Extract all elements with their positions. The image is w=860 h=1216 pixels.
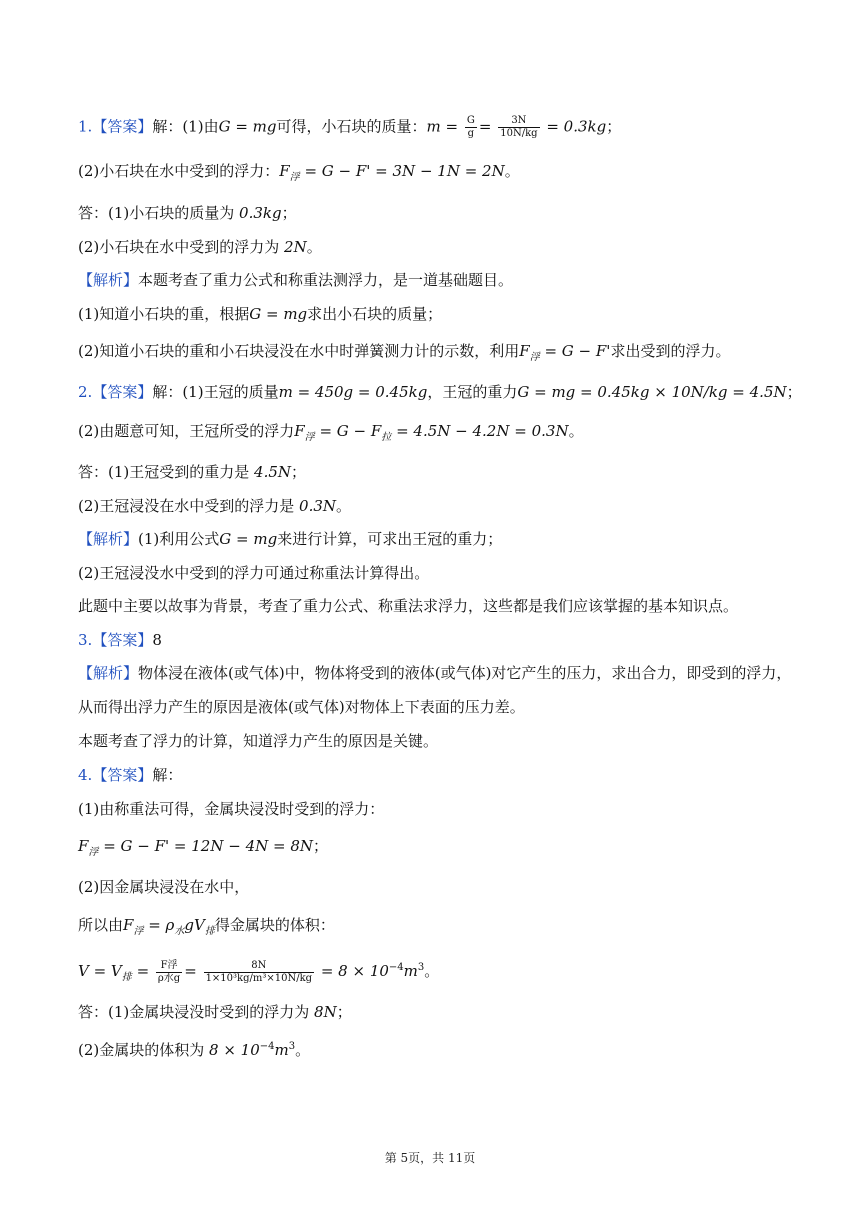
q3-analysis-2 bbox=[78, 696, 820, 718]
formula: V = V bbox=[78, 962, 122, 980]
formula: F bbox=[123, 916, 134, 934]
q1-conclusion-1 bbox=[78, 202, 820, 224]
text: ，王冠的重力 bbox=[427, 383, 518, 401]
text: (2)小石块在水中受到的浮力： bbox=[78, 162, 280, 180]
q1-answer-line-2 bbox=[78, 160, 820, 189]
formula: m bbox=[403, 962, 418, 980]
formula: = G − F' = 12N − 4N = 8N bbox=[103, 837, 314, 855]
text: 可得，小石块的质量： bbox=[276, 117, 427, 136]
text: (2)因金属块浸没在水中， bbox=[78, 878, 250, 896]
text: 。 bbox=[295, 1041, 311, 1059]
text: 此题中主要以故事为背景，考查了重力公式、称重法求浮力，这些都是我们应该掌握的基本知识点。 bbox=[78, 597, 739, 615]
text: (2)王冠浸没在水中受到的浮力是 bbox=[78, 497, 300, 515]
q2-analysis-3 bbox=[78, 595, 820, 617]
text: ； bbox=[313, 837, 329, 855]
answer-tag: 【答案】 bbox=[92, 383, 153, 401]
formula: F bbox=[294, 422, 305, 440]
fraction bbox=[204, 960, 314, 985]
exponent: −4 bbox=[259, 1041, 275, 1052]
formula: G = mg bbox=[219, 530, 278, 548]
text: 从而得出浮力产生的原因是液体(或气体)对物体上下表面的压力差。 bbox=[78, 698, 525, 716]
formula: m bbox=[274, 1041, 289, 1059]
text: 解：(1)王冠的质量 bbox=[152, 383, 279, 401]
formula: = bbox=[184, 962, 197, 980]
text: (2)王冠浸没水中受到的浮力可通过称重法计算得出。 bbox=[78, 564, 430, 582]
formula: F bbox=[279, 162, 290, 180]
text: ； bbox=[336, 1003, 352, 1021]
formula: = ρ bbox=[148, 916, 175, 934]
q1-analysis-1 bbox=[78, 269, 820, 291]
formula: m = 450g = 0.45kg bbox=[278, 383, 428, 401]
answer-tag: 【答案】 bbox=[92, 631, 153, 649]
q2-conclusion-2 bbox=[78, 495, 820, 517]
formula: gV bbox=[184, 916, 205, 934]
text: 所以由 bbox=[78, 916, 124, 934]
formula: = 4.5N − 4.2N = 0.3N bbox=[396, 422, 569, 440]
text: (1)由称重法可得，金属块浸没时受到的浮力： bbox=[78, 800, 385, 818]
subscript: 浮 bbox=[133, 926, 144, 937]
text: 。 bbox=[336, 497, 352, 515]
q1-analysis-2 bbox=[78, 303, 820, 325]
answer-value: 8 bbox=[152, 631, 162, 649]
q1-analysis-3 bbox=[78, 340, 820, 369]
text: 答：(1)金属块浸没时受到的浮力为 bbox=[78, 1003, 315, 1021]
exponent: 3 bbox=[417, 962, 425, 973]
text: (2)知道小石块的重和小石块浸没在水中时弹簧测力计的示数，利用 bbox=[78, 342, 520, 360]
text: ； bbox=[281, 204, 297, 222]
text: 物体浸在液体(或气体)中，物体将受到的液体(或气体)对它产生的压力，求出合力，即受到的浮力， bbox=[138, 664, 792, 682]
formula: 8 × 10 bbox=[209, 1041, 260, 1059]
formula: G = mg bbox=[249, 305, 308, 323]
q4-conclusion-1 bbox=[78, 1001, 820, 1023]
text: 答：(1)王冠受到的重力是 bbox=[78, 463, 255, 481]
numerator: F浮 bbox=[156, 960, 182, 973]
denominator: g bbox=[467, 128, 475, 139]
subscript: 浮 bbox=[304, 432, 315, 443]
q3-answer bbox=[78, 629, 820, 651]
text: 解：(1)由 bbox=[152, 117, 219, 136]
text: (1)利用公式 bbox=[138, 530, 220, 548]
formula: = bbox=[478, 117, 492, 136]
q2-answer-line-1 bbox=[78, 381, 820, 403]
text: 。 bbox=[424, 962, 440, 980]
q4-conclusion-2 bbox=[78, 1036, 820, 1061]
text: ； bbox=[786, 383, 802, 401]
text: 求出小石块的质量； bbox=[307, 305, 443, 323]
subscript: 浮 bbox=[529, 352, 540, 363]
text: 解： bbox=[152, 766, 183, 784]
q4-answer-line-3 bbox=[78, 876, 820, 898]
answer-tag: 【答案】 bbox=[92, 766, 153, 784]
numerator: 8N bbox=[204, 960, 314, 973]
page-footer: 第 5页，共 11页 bbox=[384, 1151, 476, 1165]
formula: m = bbox=[426, 117, 459, 136]
formula: G = mg bbox=[218, 117, 277, 136]
analysis-tag: 【解析】 bbox=[78, 271, 139, 289]
subscript: 排 bbox=[204, 926, 215, 937]
subscript: 排 bbox=[121, 972, 132, 983]
formula: G = mg = 0.45kg × 10N/kg = 4.5N bbox=[517, 383, 787, 401]
q2-answer-line-2 bbox=[78, 420, 820, 449]
question-number: 3. bbox=[78, 631, 93, 649]
question-number: 2. bbox=[78, 383, 93, 401]
text: 得金属块的体积： bbox=[214, 916, 335, 934]
q2-conclusion-1 bbox=[78, 461, 820, 483]
text: ； bbox=[606, 117, 622, 136]
q4-answer-line-2 bbox=[78, 835, 820, 864]
numerator: G bbox=[466, 115, 475, 126]
subscript: 浮 bbox=[88, 847, 99, 858]
text: 本题考查了重力公式和称重法测浮力，是一道基础题目。 bbox=[138, 271, 514, 289]
subscript: 拉 bbox=[381, 432, 392, 443]
formula: 4.5N bbox=[254, 463, 292, 481]
text: 本题考查了浮力的计算，知道浮力产生的原因是关键。 bbox=[78, 732, 439, 750]
text: (1)知道小石块的重，根据 bbox=[78, 305, 250, 323]
formula: = G − F bbox=[319, 422, 382, 440]
denominator: 1×10³kg/m³×10N/kg bbox=[205, 972, 313, 984]
formula: F bbox=[78, 837, 89, 855]
analysis-tag: 【解析】 bbox=[78, 664, 139, 682]
q4-answer-line-1 bbox=[78, 798, 820, 820]
q2-analysis-2 bbox=[78, 562, 820, 584]
formula: 2N bbox=[284, 238, 307, 256]
subscript: 水 bbox=[174, 926, 185, 937]
question-number: 1. bbox=[78, 117, 93, 136]
formula: = 0.3kg bbox=[546, 117, 607, 136]
formula: = G − F' = 3N − 1N = 2N bbox=[304, 162, 505, 180]
subscript: 浮 bbox=[289, 172, 300, 183]
exponent: 3 bbox=[288, 1041, 296, 1052]
text: 。 bbox=[568, 422, 584, 440]
text: ； bbox=[291, 463, 307, 481]
denominator: ρ水g bbox=[157, 972, 181, 984]
analysis-tag: 【解析】 bbox=[78, 530, 139, 548]
formula: = G − F' bbox=[544, 342, 611, 360]
fraction bbox=[498, 115, 539, 140]
formula: 0.3N bbox=[299, 497, 337, 515]
text: (2)由题意可知，王冠所受的浮力 bbox=[78, 422, 295, 440]
denominator: 10N/kg bbox=[500, 128, 538, 139]
formula: F bbox=[519, 342, 530, 360]
q1-answer-line-1 bbox=[78, 115, 820, 140]
formula: = bbox=[136, 962, 150, 980]
numerator: 3N bbox=[498, 115, 539, 128]
q1-conclusion-2 bbox=[78, 236, 820, 258]
q4-answer-line-0 bbox=[78, 764, 820, 786]
text: (2)金属块的体积为 bbox=[78, 1041, 210, 1059]
question-number: 4. bbox=[78, 766, 93, 784]
q3-analysis-1 bbox=[78, 662, 820, 684]
formula: 0.3kg bbox=[239, 204, 282, 222]
text: (2)小石块在水中受到的浮力为 bbox=[78, 238, 285, 256]
text: 来进行计算，可求出王冠的重力； bbox=[277, 530, 503, 548]
text: 答：(1)小石块的质量为 bbox=[78, 204, 240, 222]
text: 。 bbox=[306, 238, 322, 256]
q3-analysis-3 bbox=[78, 730, 820, 752]
q4-answer-line-5 bbox=[78, 957, 820, 989]
answer-tag: 【答案】 bbox=[92, 117, 153, 136]
q4-answer-line-4 bbox=[78, 914, 820, 943]
exponent: −4 bbox=[388, 962, 404, 973]
q2-analysis-1 bbox=[78, 528, 820, 550]
formula: = 8 × 10 bbox=[320, 962, 389, 980]
text: 。 bbox=[504, 162, 520, 180]
formula: 8N bbox=[314, 1003, 337, 1021]
text: 求出受到的浮力。 bbox=[610, 342, 731, 360]
fraction bbox=[156, 960, 182, 985]
fraction bbox=[465, 115, 477, 140]
